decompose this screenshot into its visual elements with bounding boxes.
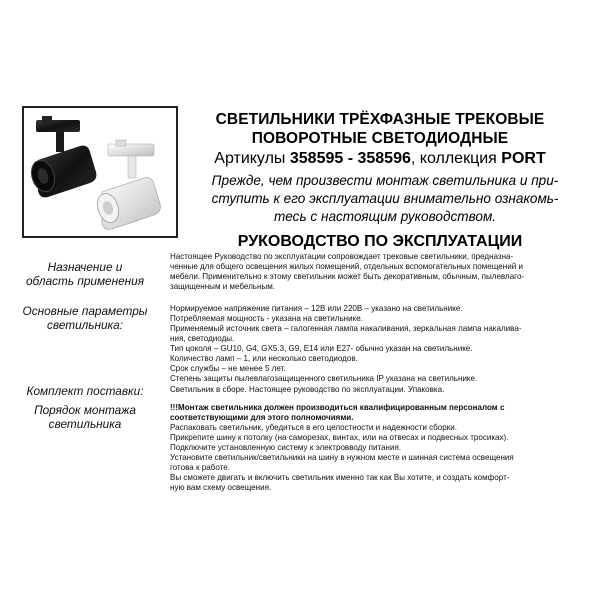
- body-line: Срок службы – не менее 5 лет.: [170, 364, 286, 373]
- articles-line: [178, 149, 582, 169]
- collection-prefix: , коллекция: [410, 150, 497, 167]
- body-line: Применяемый источник света – галогенная лампа накаливания, зеркальная лампа накалива-: [170, 324, 522, 333]
- body-line-bold: !!!Монтаж светильника должен производиться квалифицированным персоналом с: [170, 403, 505, 412]
- section-body: [170, 252, 590, 292]
- collection-name: PORT: [501, 150, 546, 167]
- body-line: защищенным и мебельным.: [170, 282, 275, 291]
- body-line: Тип цоколя – GU10, G4, GX5.3, G9, E14 или E27- обычно указан на светильнике.: [170, 344, 473, 353]
- black-fixture: [28, 116, 97, 197]
- manual-heading: РУКОВОДСТВО ПО ЭКСПЛУАТАЦИИ: [237, 233, 523, 250]
- section-label: [10, 304, 160, 332]
- body-line: готова к работе.: [170, 463, 230, 472]
- label-line: светильника: [48, 417, 122, 431]
- warning-line: ступить к его эксплуатации внимательно ознакомь-: [211, 191, 559, 206]
- warning-text: [178, 172, 582, 226]
- body-line: Потребляемая мощность - указана на светильнике.: [170, 314, 363, 323]
- label-line: Назначение и: [47, 260, 123, 274]
- label-line: область применения: [25, 274, 145, 288]
- body-line: Количество ламп – 1, или несколько светодиодов.: [170, 354, 358, 363]
- body-line: Установите светильник/светильники на шину в нужном месте и шинная система освещения: [170, 453, 514, 462]
- body-line: Подключите установленную систему к электровводу питания.: [170, 443, 402, 452]
- body-line-bold: соответствующими для этого полномочиями.: [170, 413, 354, 422]
- product-photo: [22, 106, 178, 238]
- section-label: [10, 403, 160, 431]
- body-line: Распаковать светильник, убедиться в его целостности и надежности сборки.: [170, 423, 457, 432]
- body-line: мебели. Применительно к этому светильник может быть декоративным, обычным, пылевлаго-: [170, 272, 525, 281]
- title-line-1: СВЕТИЛЬНИКИ ТРЁХФАЗНЫЕ ТРЕКОВЫЕ: [215, 111, 545, 128]
- body-line: Степень защиты пылевлагозащищенного светильника IP указана на светильнике.: [170, 374, 478, 383]
- section-label: [10, 384, 160, 398]
- section-label: [10, 260, 160, 288]
- body-line: ния, светодиоды.: [170, 334, 235, 343]
- body-line: Нормируемое напряжение питания – 12В или 220В – указано на светильнике.: [170, 304, 463, 313]
- body-line: Прикрепите шину к потолку (на саморезах, винтах, или на отвесах и подвесных тросиках).: [170, 433, 509, 442]
- body-line: ченные для общего освещения жилых помещений, отдельных вспомогательных помещений и: [170, 262, 523, 271]
- section-body: [170, 304, 590, 384]
- track-light-illustration: [24, 108, 176, 236]
- document-header: [178, 110, 582, 252]
- warning-line: тесь с настоящим руководством.: [273, 209, 497, 224]
- label-line: Основные параметры: [22, 304, 148, 318]
- label-line: Комплект поставки:: [26, 384, 144, 398]
- label-line: светильника:: [47, 318, 123, 332]
- body-line: Вы сможете двигать и включить светильник именно так как Вы хотите, и создать комфорт-: [170, 473, 510, 482]
- white-fixture: [94, 140, 161, 229]
- body-line: ную вам схему освещения.: [170, 483, 272, 492]
- title-line-2: ПОВОРОТНЫЕ СВЕТОДИОДНЫЕ: [251, 130, 509, 147]
- body-line: Настоящее Руководство по эксплуатации сопровождает трековые светильники, предназна-: [170, 252, 514, 261]
- article-numbers: 358595 - 358596: [289, 150, 411, 167]
- warning-line: Прежде, чем произвести монтаж светильника и при-: [211, 173, 559, 188]
- articles-prefix: Артикулы: [214, 150, 286, 167]
- body-line: Светильник в сборе. Настоящее руководство по эксплуатации. Упаковка.: [170, 385, 445, 394]
- label-line: Порядок монтажа: [34, 403, 136, 417]
- section-body: [170, 385, 590, 395]
- section-body: [170, 403, 590, 493]
